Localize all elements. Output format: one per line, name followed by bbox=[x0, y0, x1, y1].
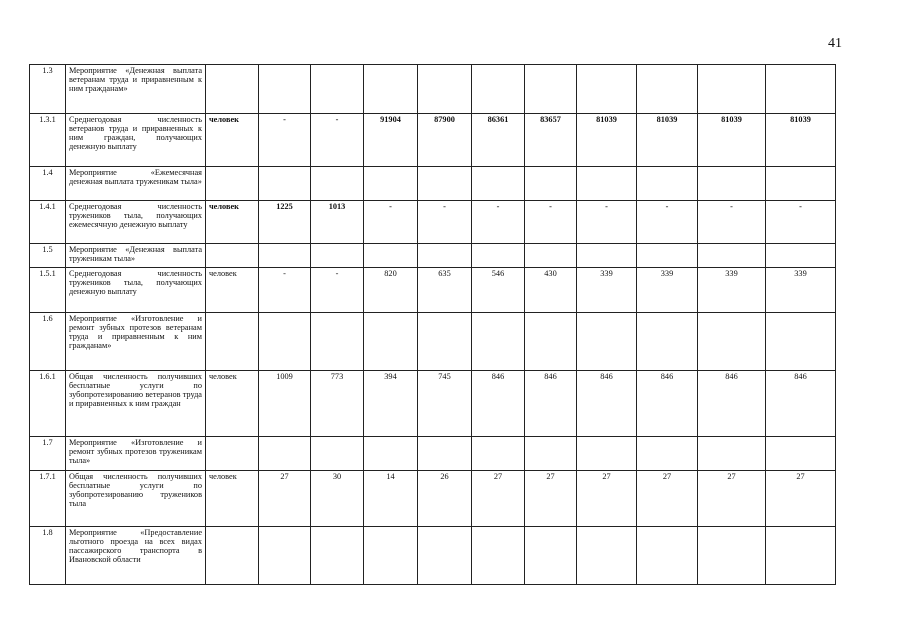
value-cell: 846 bbox=[525, 371, 577, 437]
row-number: 1.5 bbox=[30, 244, 66, 268]
value-cell bbox=[637, 244, 698, 268]
row-unit bbox=[206, 313, 259, 371]
value-cell bbox=[637, 527, 698, 585]
value-cell: 27 bbox=[637, 471, 698, 527]
value-cell: - bbox=[418, 201, 472, 244]
value-cell bbox=[577, 313, 637, 371]
value-cell bbox=[698, 313, 766, 371]
value-cell: - bbox=[637, 201, 698, 244]
value-cell bbox=[311, 527, 364, 585]
value-cell bbox=[418, 167, 472, 201]
row-description: Мероприятие «Денежная выплата труженикам тыла» bbox=[66, 244, 206, 268]
value-cell: 87900 bbox=[418, 114, 472, 167]
value-cell bbox=[637, 313, 698, 371]
row-unit: человек bbox=[206, 114, 259, 167]
value-cell bbox=[698, 167, 766, 201]
value-cell: - bbox=[311, 268, 364, 313]
value-cell bbox=[525, 313, 577, 371]
value-cell: - bbox=[577, 201, 637, 244]
value-cell: 339 bbox=[577, 268, 637, 313]
table-row bbox=[30, 527, 836, 585]
value-cell: 81039 bbox=[698, 114, 766, 167]
table-row bbox=[30, 268, 836, 313]
value-cell bbox=[259, 65, 311, 114]
value-cell bbox=[577, 244, 637, 268]
value-cell bbox=[766, 313, 836, 371]
value-cell: 846 bbox=[698, 371, 766, 437]
value-cell: 1013 bbox=[311, 201, 364, 244]
row-number: 1.5.1 bbox=[30, 268, 66, 313]
row-number: 1.4 bbox=[30, 167, 66, 201]
value-cell: 635 bbox=[418, 268, 472, 313]
table-row bbox=[30, 201, 836, 244]
value-cell: 83657 bbox=[525, 114, 577, 167]
value-cell bbox=[311, 244, 364, 268]
row-description: Мероприятие «Ежемесячная денежная выплата труженикам тыла» bbox=[66, 167, 206, 201]
value-cell bbox=[525, 65, 577, 114]
value-cell: 394 bbox=[364, 371, 418, 437]
row-unit bbox=[206, 244, 259, 268]
value-cell bbox=[766, 65, 836, 114]
value-cell: - bbox=[698, 201, 766, 244]
row-unit: человек bbox=[206, 268, 259, 313]
row-number: 1.8 bbox=[30, 527, 66, 585]
value-cell: 846 bbox=[472, 371, 525, 437]
value-cell bbox=[472, 244, 525, 268]
value-cell: - bbox=[766, 201, 836, 244]
value-cell: - bbox=[472, 201, 525, 244]
table-row bbox=[30, 65, 836, 114]
table-row bbox=[30, 471, 836, 527]
value-cell bbox=[311, 437, 364, 471]
value-cell bbox=[472, 437, 525, 471]
value-cell bbox=[766, 244, 836, 268]
value-cell bbox=[766, 167, 836, 201]
value-cell bbox=[766, 437, 836, 471]
value-cell bbox=[364, 437, 418, 471]
table-row bbox=[30, 313, 836, 371]
value-cell: - bbox=[364, 201, 418, 244]
value-cell: 773 bbox=[311, 371, 364, 437]
value-cell bbox=[698, 527, 766, 585]
value-cell bbox=[364, 167, 418, 201]
value-cell bbox=[472, 313, 525, 371]
value-cell: 339 bbox=[637, 268, 698, 313]
value-cell: 30 bbox=[311, 471, 364, 527]
table-row bbox=[30, 437, 836, 471]
row-number: 1.3.1 bbox=[30, 114, 66, 167]
value-cell bbox=[472, 527, 525, 585]
value-cell: 745 bbox=[418, 371, 472, 437]
value-cell: 91904 bbox=[364, 114, 418, 167]
row-unit: человек bbox=[206, 371, 259, 437]
row-unit: человек bbox=[206, 471, 259, 527]
value-cell bbox=[364, 313, 418, 371]
value-cell: 27 bbox=[698, 471, 766, 527]
value-cell bbox=[311, 167, 364, 201]
value-cell bbox=[698, 65, 766, 114]
row-description: Среднегодовая численность тружеников тыла, получающих денежную выплату bbox=[66, 268, 206, 313]
row-description: Мероприятие «Денежная выплата ветеранам труда и приравненным к ним гражданам» bbox=[66, 65, 206, 114]
value-cell bbox=[259, 437, 311, 471]
row-description: Среднегодовая численность тружеников тыла, получающих ежемесячную денежную выплату bbox=[66, 201, 206, 244]
value-cell bbox=[259, 527, 311, 585]
value-cell: 820 bbox=[364, 268, 418, 313]
value-cell: 1009 bbox=[259, 371, 311, 437]
row-description: Мероприятие «Изготовление и ремонт зубных протезов ветеранам труда и приравненным к ним гражданам» bbox=[66, 313, 206, 371]
value-cell: 27 bbox=[577, 471, 637, 527]
table-row bbox=[30, 167, 836, 201]
value-cell bbox=[311, 65, 364, 114]
row-number: 1.6 bbox=[30, 313, 66, 371]
value-cell: 27 bbox=[766, 471, 836, 527]
value-cell bbox=[418, 244, 472, 268]
value-cell bbox=[698, 244, 766, 268]
row-number: 1.4.1 bbox=[30, 201, 66, 244]
table-row bbox=[30, 244, 836, 268]
row-unit bbox=[206, 527, 259, 585]
value-cell bbox=[259, 167, 311, 201]
value-cell bbox=[259, 313, 311, 371]
value-cell: - bbox=[311, 114, 364, 167]
value-cell: 81039 bbox=[637, 114, 698, 167]
value-cell bbox=[577, 527, 637, 585]
row-number: 1.7 bbox=[30, 437, 66, 471]
row-unit bbox=[206, 167, 259, 201]
value-cell: 27 bbox=[472, 471, 525, 527]
value-cell bbox=[364, 527, 418, 585]
value-cell bbox=[637, 437, 698, 471]
row-description: Мероприятие «Предоставление льготного проезда на всех видах пассажирского транспорта в Ивановской области bbox=[66, 527, 206, 585]
value-cell: 27 bbox=[525, 471, 577, 527]
row-unit bbox=[206, 437, 259, 471]
table-row bbox=[30, 114, 836, 167]
value-cell bbox=[525, 244, 577, 268]
value-cell bbox=[577, 65, 637, 114]
value-cell bbox=[525, 527, 577, 585]
value-cell: 26 bbox=[418, 471, 472, 527]
value-cell: - bbox=[259, 114, 311, 167]
value-cell: 430 bbox=[525, 268, 577, 313]
row-unit: человек bbox=[206, 201, 259, 244]
value-cell bbox=[418, 313, 472, 371]
value-cell bbox=[311, 313, 364, 371]
row-description: Среднегодовая численность ветеранов труда и приравненных к ним граждан, получающих денежную выплату bbox=[66, 114, 206, 167]
value-cell bbox=[698, 437, 766, 471]
row-number: 1.7.1 bbox=[30, 471, 66, 527]
value-cell bbox=[259, 244, 311, 268]
value-cell bbox=[364, 244, 418, 268]
value-cell bbox=[472, 65, 525, 114]
value-cell: 846 bbox=[577, 371, 637, 437]
row-unit bbox=[206, 65, 259, 114]
value-cell bbox=[418, 65, 472, 114]
value-cell bbox=[418, 437, 472, 471]
value-cell bbox=[525, 437, 577, 471]
row-description: Общая численность получивших бесплатные услуги по зубопротезированию тружеников тыла bbox=[66, 471, 206, 527]
value-cell bbox=[472, 167, 525, 201]
indicators-table bbox=[29, 64, 836, 585]
value-cell: 846 bbox=[637, 371, 698, 437]
value-cell: 14 bbox=[364, 471, 418, 527]
value-cell: 546 bbox=[472, 268, 525, 313]
value-cell bbox=[577, 437, 637, 471]
value-cell: - bbox=[259, 268, 311, 313]
value-cell bbox=[637, 65, 698, 114]
table-row bbox=[30, 371, 836, 437]
value-cell bbox=[525, 167, 577, 201]
value-cell: 339 bbox=[766, 268, 836, 313]
value-cell bbox=[418, 527, 472, 585]
value-cell bbox=[637, 167, 698, 201]
page-number: 41 bbox=[828, 36, 842, 51]
value-cell: 81039 bbox=[577, 114, 637, 167]
value-cell: 27 bbox=[259, 471, 311, 527]
value-cell: 846 bbox=[766, 371, 836, 437]
value-cell: 86361 bbox=[472, 114, 525, 167]
value-cell bbox=[364, 65, 418, 114]
value-cell: 1225 bbox=[259, 201, 311, 244]
row-number: 1.3 bbox=[30, 65, 66, 114]
value-cell: 339 bbox=[698, 268, 766, 313]
value-cell bbox=[577, 167, 637, 201]
row-number: 1.6.1 bbox=[30, 371, 66, 437]
row-description: Общая численность получивших бесплатные услуги по зубопротезированию ветеранов труда и приравненных к ним граждан bbox=[66, 371, 206, 437]
value-cell bbox=[766, 527, 836, 585]
value-cell: - bbox=[525, 201, 577, 244]
value-cell: 81039 bbox=[766, 114, 836, 167]
row-description: Мероприятие «Изготовление и ремонт зубных протезов труженикам тыла» bbox=[66, 437, 206, 471]
